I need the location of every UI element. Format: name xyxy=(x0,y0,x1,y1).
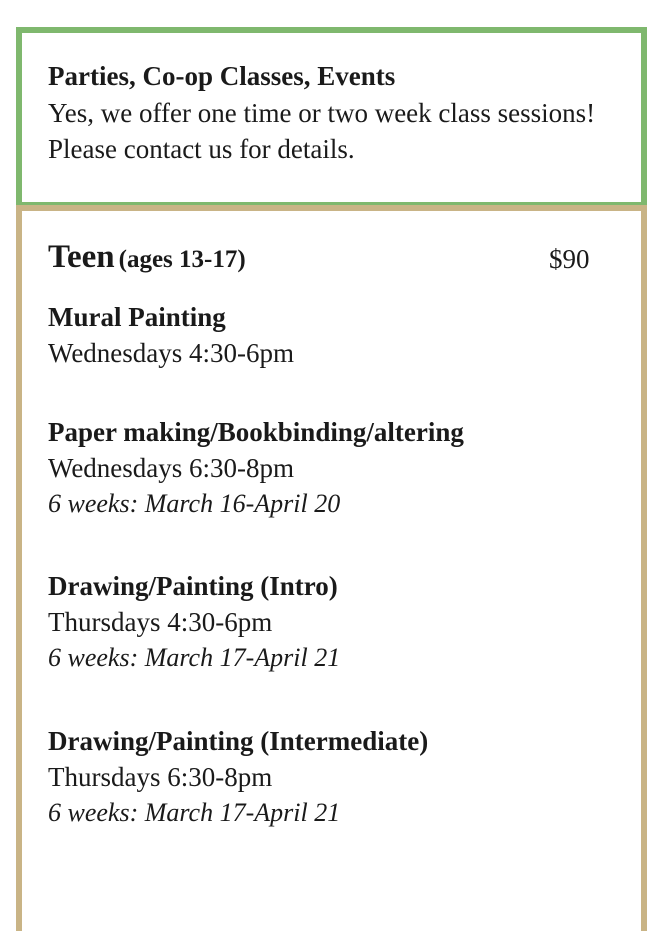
course-dates: 6 weeks: March 16-April 20 xyxy=(48,489,341,518)
course-item xyxy=(48,414,464,522)
course-schedule: Wednesdays 6:30-8pm xyxy=(48,453,295,483)
section-price: $90 xyxy=(549,244,590,274)
info-box xyxy=(16,27,647,208)
course-name: Drawing/Painting (Intermediate) xyxy=(48,726,429,756)
section-title xyxy=(48,237,246,283)
info-box-body: Yes, we offer one time or two week class sessions! Please contact us for details. xyxy=(48,98,596,164)
course-name: Mural Painting xyxy=(48,302,226,332)
course-dates: 6 weeks: March 17-April 21 xyxy=(48,798,341,827)
info-box-heading: Parties, Co-op Classes, Events xyxy=(48,61,396,91)
course-name: Paper making/Bookbinding/altering xyxy=(48,417,464,447)
course-item xyxy=(48,568,340,676)
section-ages: (ages 13-17) xyxy=(118,246,246,273)
course-schedule: Thursdays 4:30-6pm xyxy=(48,607,273,637)
section-title-text: Teen xyxy=(48,239,115,275)
course-schedule: Thursdays 6:30-8pm xyxy=(48,762,273,792)
course-item xyxy=(48,723,428,831)
course-dates: 6 weeks: March 17-April 21 xyxy=(48,643,341,672)
teen-section xyxy=(16,205,647,931)
course-item xyxy=(48,299,294,371)
course-name: Drawing/Painting (Intro) xyxy=(48,571,338,601)
course-schedule: Wednesdays 4:30-6pm xyxy=(48,338,295,368)
